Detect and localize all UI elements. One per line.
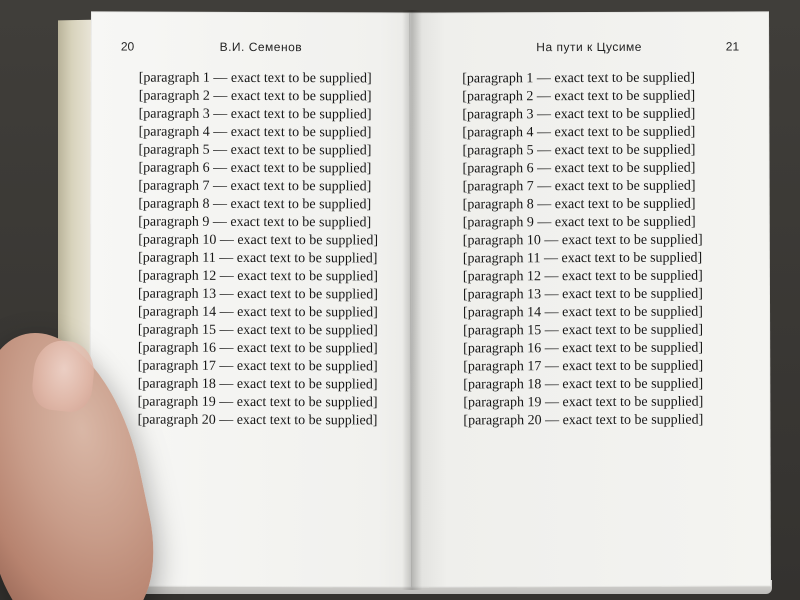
- left-page-paragraph: [paragraph 5 — exact text to be supplied]: [138, 142, 372, 159]
- left-page-paragraph: [paragraph 12 — exact text to be supplied]: [138, 268, 378, 285]
- left-page-paragraph: [paragraph 19 — exact text to be supplied]: [137, 394, 378, 411]
- right-page-paragraph: [paragraph 3 — exact text to be supplied]: [462, 106, 696, 123]
- left-page-paragraph: [paragraph 7 — exact text to be supplied]: [138, 178, 372, 195]
- right-page-number: 21: [725, 39, 740, 54]
- left-page-paragraph: [paragraph 18 — exact text to be supplied]: [137, 376, 378, 393]
- left-page-paragraph: [paragraph 20 — exact text to be supplied]: [137, 412, 378, 429]
- right-page-paragraph: [paragraph 5 — exact text to be supplied]: [462, 142, 696, 159]
- right-page-paragraph: [paragraph 19 — exact text to be supplied]: [463, 394, 704, 411]
- right-page-paragraph: [paragraph 15 — exact text to be supplied]: [463, 322, 703, 339]
- right-page-running-head: На пути к Цусиме: [536, 39, 642, 55]
- right-page-paragraph: [paragraph 13 — exact text to be supplied]: [462, 286, 703, 303]
- right-page-paragraph: [paragraph 12 — exact text to be supplied]: [462, 268, 703, 285]
- left-page-paragraph: [paragraph 17 — exact text to be supplied]: [137, 358, 378, 375]
- left-page-paragraph: [paragraph 3 — exact text to be supplied]: [138, 106, 372, 123]
- left-page-paragraph: [paragraph 4 — exact text to be supplied]: [138, 124, 372, 141]
- right-page-paragraph: [paragraph 16 — exact text to be supplied]: [463, 340, 704, 357]
- left-page-paragraph: [paragraph 15 — exact text to be supplied]: [137, 322, 378, 339]
- left-page-text: [119, 70, 411, 568]
- left-page-paragraph: [paragraph 2 — exact text to be supplied]: [138, 88, 372, 105]
- left-page-paragraph: [paragraph 6 — exact text to be supplied]: [138, 160, 372, 177]
- left-page-paragraph: [paragraph 8 — exact text to be supplied]: [138, 196, 372, 213]
- left-page-paragraph: [paragraph 9 — exact text to be supplied]: [138, 214, 372, 231]
- left-page-paragraph: [paragraph 16 — exact text to be supplied]: [137, 340, 378, 357]
- left-page-number: 20: [120, 39, 135, 54]
- left-page-paragraph: [paragraph 1 — exact text to be supplied]: [138, 70, 372, 87]
- right-page-paragraph: [paragraph 20 — exact text to be supplied]: [463, 412, 704, 429]
- right-page-paragraph: [paragraph 8 — exact text to be supplied]: [462, 196, 696, 213]
- right-page-paragraph: [paragraph 2 — exact text to be supplied]: [462, 88, 696, 105]
- right-page-paragraph: [paragraph 11 — exact text to be supplied]: [462, 250, 703, 267]
- left-page-paragraph: [paragraph 13 — exact text to be supplied]: [137, 286, 378, 303]
- right-page-paragraph: [paragraph 9 — exact text to be supplied]: [462, 214, 696, 231]
- right-page-paragraph: [paragraph 14 — exact text to be supplied]: [463, 304, 703, 321]
- right-page-paragraph: [paragraph 17 — exact text to be supplied]: [463, 358, 704, 375]
- right-page-paragraph: [paragraph 7 — exact text to be supplied]: [462, 178, 696, 195]
- right-page-paragraph: [paragraph 6 — exact text to be supplied]: [462, 160, 696, 177]
- right-page-paragraph: [paragraph 1 — exact text to be supplied]: [462, 70, 696, 87]
- left-page-paragraph: [paragraph 10 — exact text to be supplied]: [138, 232, 379, 249]
- left-page-running-head: В.И. Семенов: [219, 39, 303, 55]
- right-page-paragraph: [paragraph 4 — exact text to be supplied]: [462, 124, 696, 141]
- right-page-header: [439, 39, 739, 56]
- left-page-header: [121, 40, 401, 57]
- right-page-text: [444, 69, 746, 567]
- right-page-paragraph: [paragraph 10 — exact text to be supplied]: [462, 232, 703, 249]
- left-page-paragraph: [paragraph 11 — exact text to be supplied]: [138, 250, 378, 267]
- right-page: [409, 11, 771, 587]
- left-page-paragraph: [paragraph 14 — exact text to be supplied]: [137, 304, 378, 321]
- right-page-paragraph: [paragraph 18 — exact text to be supplied]: [463, 376, 704, 393]
